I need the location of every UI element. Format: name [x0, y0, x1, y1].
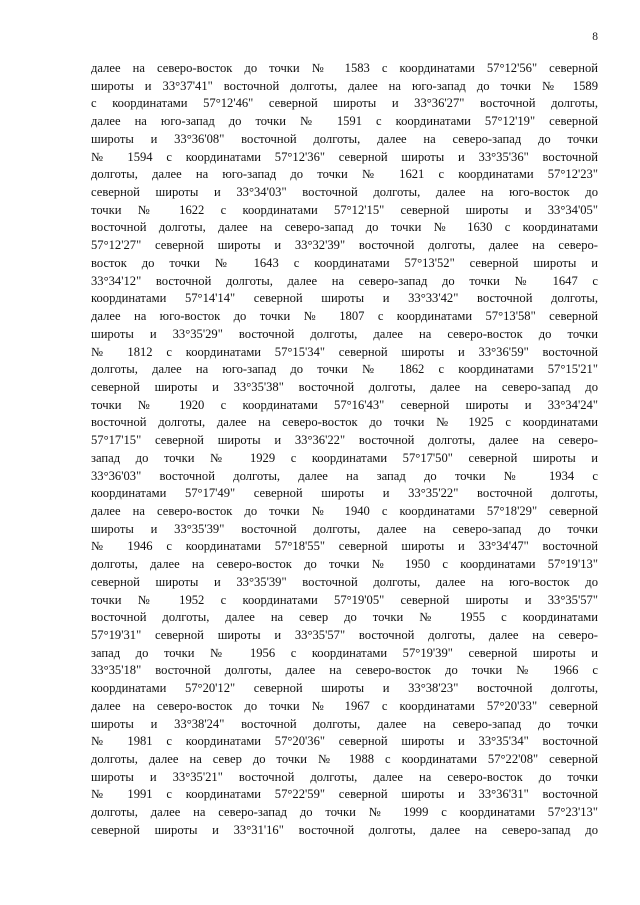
text-line: далее на северо-восток до точки № 1940 с координатами 57°18'29" северной: [91, 503, 598, 518]
text-line: точки № 1920 с координатами 57°16'43" северной широты и 33°34'24": [91, 397, 598, 412]
text-line: далее на северо-восток до точки № 1967 с координатами 57°20'33" северной: [91, 698, 598, 713]
text-line: широты и 33°38'24" восточной долготы, далее на северо-запад до точки: [91, 716, 598, 731]
text-line: далее на северо-восток до точки № 1583 с координатами 57°12'56" северной: [91, 61, 598, 75]
text-line: северной широты и 33°35'39" восточной долготы, далее на юго-восток до: [91, 574, 598, 589]
text-line: № 1812 с координатами 57°15'34" северной широты и 33°36'59" восточной: [91, 344, 598, 359]
text-line: широты и 33°37'41" восточной долготы, далее на юго-запад до точки № 1589: [91, 78, 598, 93]
text-line: долготы, далее на юго-запад до точки № 1621 с координатами 57°12'23": [91, 167, 598, 182]
text-line: восточной долготы, далее на север до точки № 1955 с координатами: [91, 610, 598, 625]
text-line: № 1981 с координатами 57°20'36" северной широты и 33°35'34" восточной: [91, 734, 598, 749]
text-line: широты и 33°35'21" восточной долготы, далее на северо-восток до точки: [91, 769, 598, 784]
text-line: северной широты и 33°34'03" восточной долготы, далее на юго-восток до: [91, 185, 598, 200]
text-line: с координатами 57°12'46" северной широты и 33°36'27" восточной долготы,: [91, 96, 598, 111]
text-line: координатами 57°20'12" северной широты и 33°38'23" восточной долготы,: [91, 681, 598, 696]
text-line: координатами 57°17'49" северной широты и 33°35'22" восточной долготы,: [91, 486, 598, 501]
text-line: 33°34'12" восточной долготы, далее на северо-запад до точки № 1647 с: [91, 273, 598, 288]
text-line: № 1946 с координатами 57°18'55" северной широты и 33°34'47" восточной: [91, 539, 598, 554]
page-number: 8: [592, 31, 598, 43]
text-line: точки № 1952 с координатами 57°19'05" северной широты и 33°35'57": [91, 592, 598, 607]
body-text: [91, 60, 598, 840]
text-line: широты и 33°35'29" восточной долготы, далее на северо-восток до точки: [91, 326, 598, 341]
text-line: 33°36'03" восточной долготы, далее на запад до точки № 1934 с: [91, 468, 598, 483]
text-line: 57°17'15" северной широты и 33°36'22" восточной долготы, далее на северо-: [91, 433, 598, 448]
text-line: далее на юго-запад до точки № 1591 с координатами 57°12'19" северной: [91, 114, 598, 129]
text-line: запад до точки № 1956 с координатами 57°19'39" северной широты и: [91, 645, 598, 660]
text-line: № 1594 с координатами 57°12'36" северной широты и 33°35'36" восточной: [91, 149, 598, 164]
text-line: восточной долготы, далее на северо-запад до точки № 1630 с координатами: [91, 220, 598, 235]
text-line: восточной долготы, далее на северо-восток до точки № 1925 с координатами: [91, 415, 598, 430]
text-line: 57°19'31" северной широты и 33°35'57" восточной долготы, далее на северо-: [91, 628, 598, 642]
text-line: долготы, далее на север до точки № 1988 с координатами 57°22'08" северной: [91, 752, 598, 767]
text-line: № 1991 с координатами 57°22'59" северной широты и 33°36'31" восточной: [91, 787, 598, 802]
text-line: широты и 33°35'39" восточной долготы, далее на северо-запад до точки: [91, 521, 598, 536]
text-line: 33°35'18" восточной долготы, далее на северо-восток до точки № 1966 с: [91, 663, 598, 678]
text-line: координатами 57°14'14" северной широты и 33°33'42" восточной долготы,: [91, 291, 598, 306]
text-line: точки № 1622 с координатами 57°12'15" северной широты и 33°34'05": [91, 202, 598, 217]
text-line: северной широты и 33°31'16" восточной долготы, далее на северо-запад до: [91, 822, 598, 837]
text-line: восток до точки № 1643 с координатами 57°13'52" северной широты и: [91, 255, 598, 270]
text-line: запад до точки № 1929 с координатами 57°17'50" северной широты и: [91, 450, 598, 465]
text-line: 57°12'27" северной широты и 33°32'39" восточной долготы, далее на северо-: [91, 238, 598, 253]
text-line: далее на юго-восток до точки № 1807 с координатами 57°13'58" северной: [91, 309, 598, 324]
text-line: долготы, далее на юго-запад до точки № 1862 с координатами 57°15'21": [91, 362, 598, 377]
text-line: долготы, далее на северо-запад до точки № 1999 с координатами 57°23'13": [91, 805, 598, 820]
text-line: долготы, далее на северо-восток до точки № 1950 с координатами 57°19'13": [91, 557, 598, 572]
text-line: широты и 33°36'08" восточной долготы, далее на северо-запад до точки: [91, 131, 598, 146]
text-line: северной широты и 33°35'38" восточной долготы, далее на северо-запад до: [91, 379, 598, 394]
